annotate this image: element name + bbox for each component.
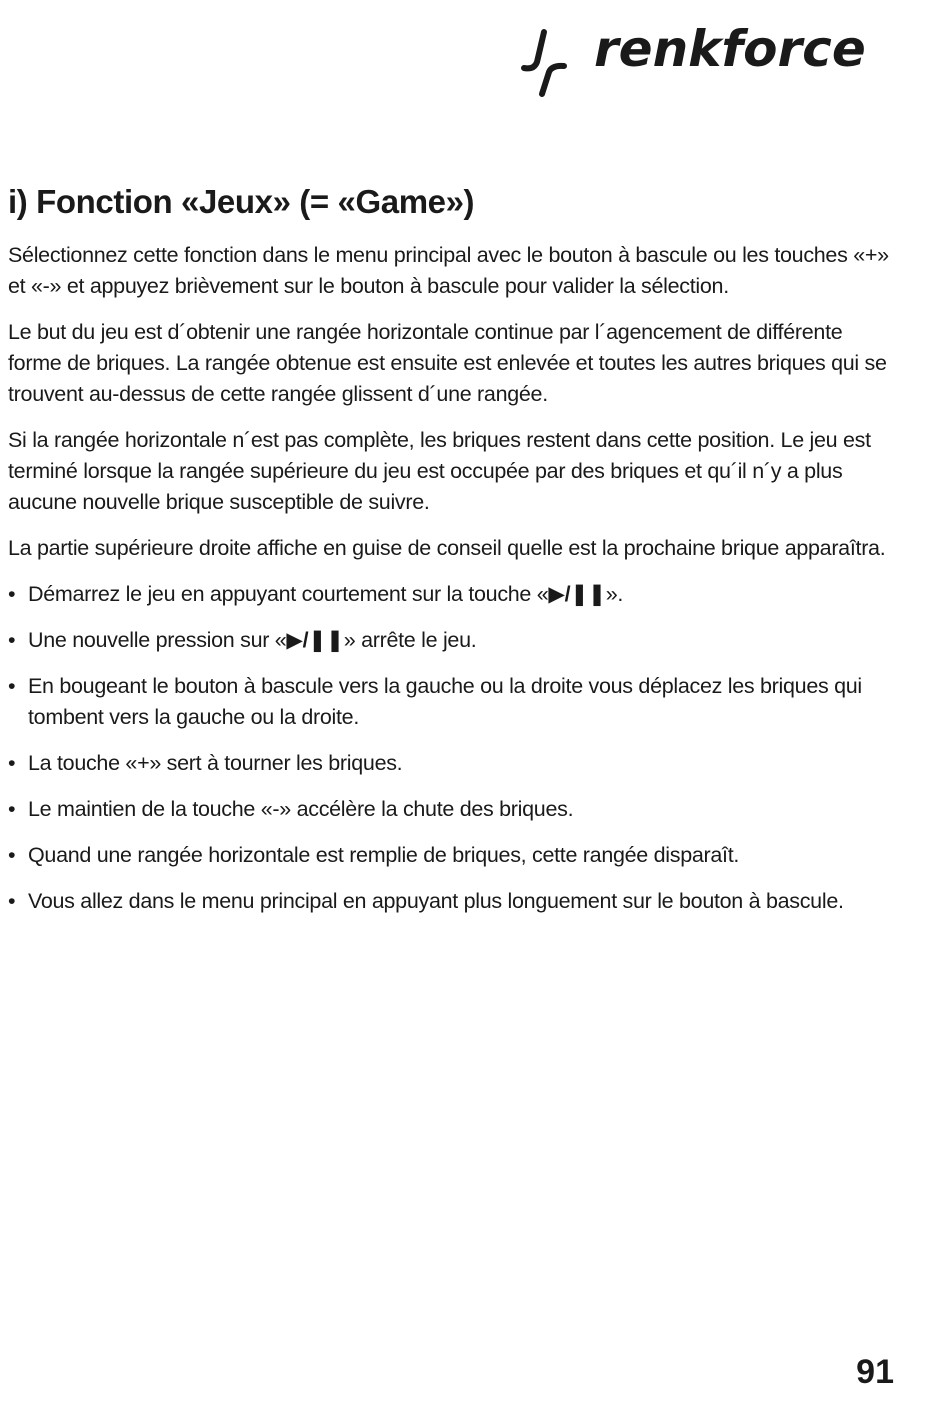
list-item: • Vous allez dans le menu principal en appuyant plus longuement sur le bouton à bascule. — [8, 886, 897, 917]
play-pause-icon: ▶/❚❚ — [548, 582, 606, 606]
document-body — [8, 178, 897, 932]
bullet-text-end: ». — [605, 582, 624, 606]
list-item — [8, 625, 897, 656]
list-item: • En bougeant le bouton à bascule vers la gauche ou la droite vous déplacez les briques qui tombent vers la gauche ou la droite. — [8, 671, 897, 733]
paragraph-next-brick: La partie supérieure droite affiche en guise de conseil quelle est la prochaine brique apparaîtra. — [8, 536, 886, 560]
renkforce-logo-graphic — [518, 24, 896, 100]
bullet-text-start: Démarrez le jeu en appuyant courtement sur la touche « — [28, 582, 549, 606]
paragraph-game-over: Si la rangée horizontale n´est pas complète, les briques restent dans cette position. Le jeu est terminé lorsque la rangée supérieure du jeu est occupée par des briques et qu´il n´y a plus aucune nouvelle brique susceptible de suivre. — [8, 428, 871, 514]
play-pause-icon: ▶/❚❚ — [286, 628, 344, 652]
bullet-text-start: Une nouvelle pression sur « — [28, 628, 287, 652]
paragraph-intro: Sélectionnez cette fonction dans le menu principal avec le bouton à bascule ou les touches «+» et «-» et appuyez brièvement sur le bouton à bascule pour valider la sélection. — [8, 243, 889, 298]
list-item: • Le maintien de la touche «-» accélère la chute des briques. — [8, 794, 897, 825]
list-item — [8, 579, 897, 610]
paragraph-game-goal: Le but du jeu est d´obtenir une rangée horizontale continue par l´agencement de différente forme de briques. La rangée obtenue est ensuite est enlevée et toutes les autres briques qui se trouvent au-dessus de cette rangée glissent d´une rangée. — [8, 320, 887, 406]
instruction-list — [8, 579, 897, 917]
section-heading: i) Fonction «Jeux» (= «Game») — [8, 183, 475, 220]
list-item: • Quand une rangée horizontale est remplie de briques, cette rangée disparaît. — [8, 840, 897, 871]
logo-wordmark: renkforce — [594, 24, 866, 78]
list-item: • La touche «+» sert à tourner les briques. — [8, 748, 897, 779]
bullet-text-end: » arrête le jeu. — [343, 628, 477, 652]
page-number: 91 — [856, 1353, 894, 1391]
renkforce-logo — [518, 24, 896, 100]
